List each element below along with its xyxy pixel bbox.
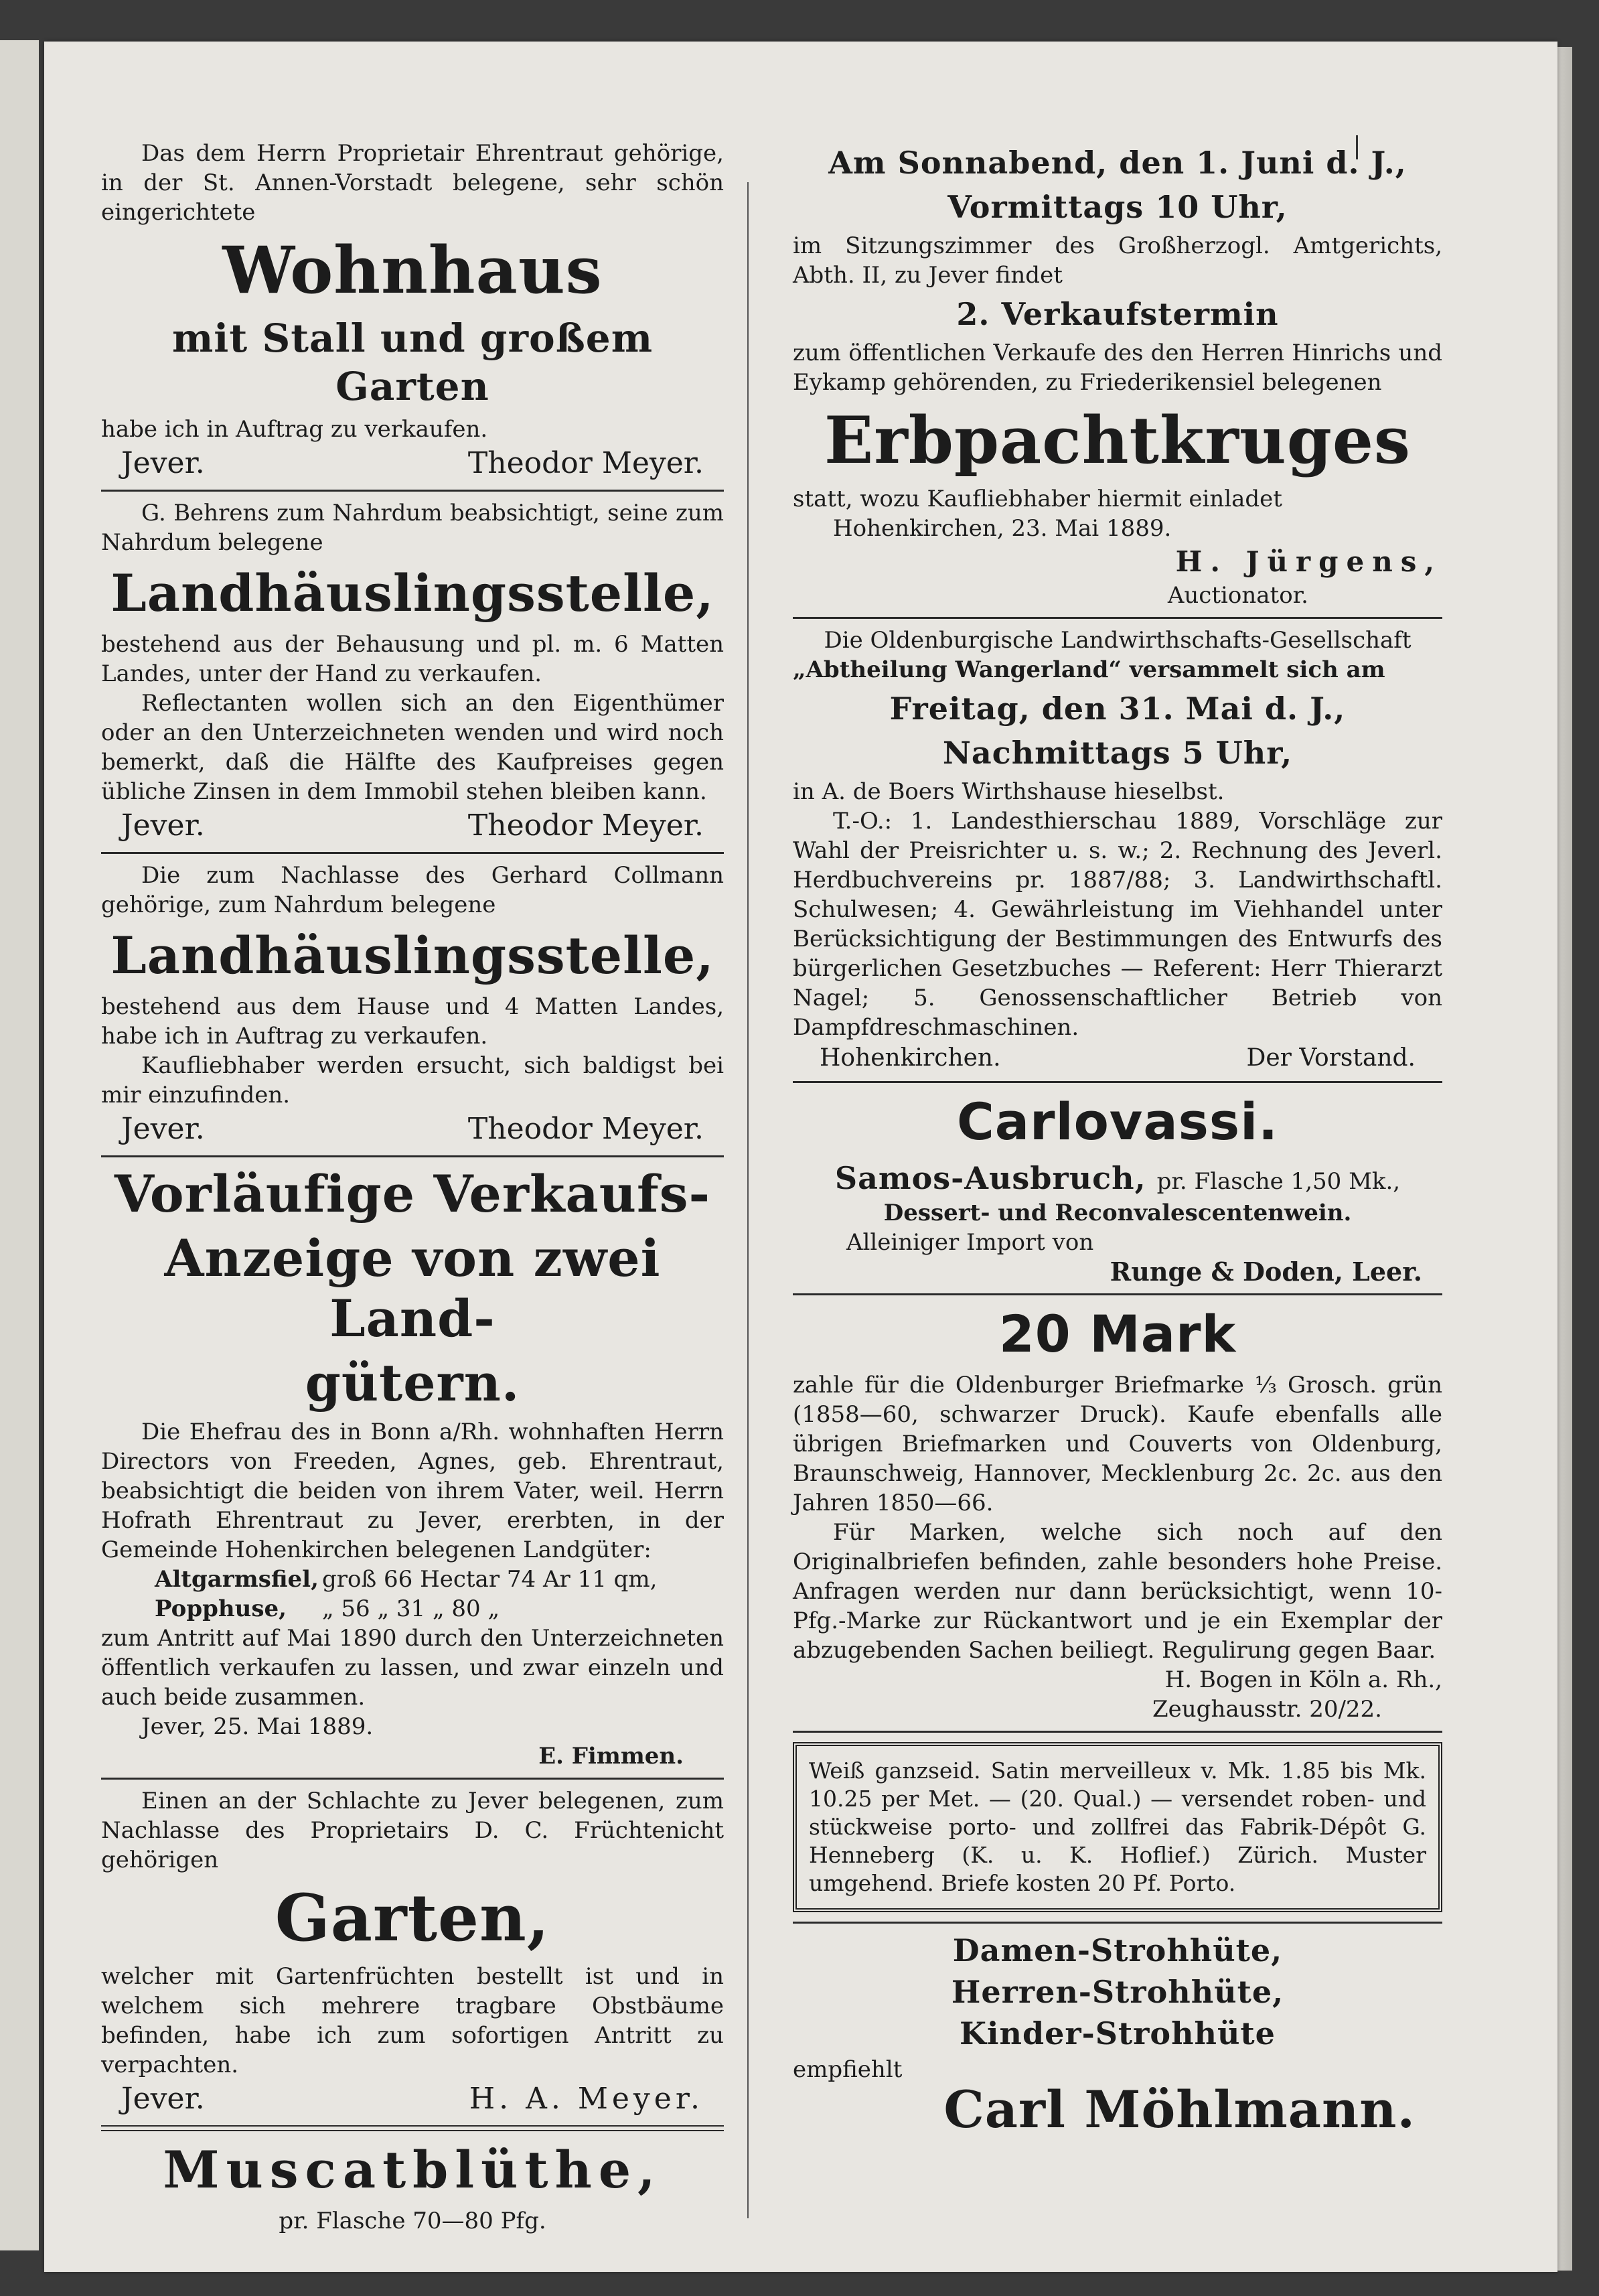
ad-garten <box>101 1786 724 2119</box>
ad-signature <box>793 1042 1442 1074</box>
ad-date: Hohenkirchen, 23. Mai 1889. <box>833 515 1172 542</box>
ad-line-1: Damen-Strohhüte, <box>952 1932 1283 1968</box>
ad-landgueter <box>101 1164 724 1771</box>
ad-separator <box>101 2125 724 2131</box>
ad-place: Hohenkirchen. <box>820 1044 1001 1072</box>
ad-wohnhaus <box>101 139 724 483</box>
right-column <box>793 139 1442 2146</box>
estate-name: Popphuse, <box>155 1595 287 1622</box>
ad-description: Dessert- und Reconvalescentenwein. <box>883 1200 1352 1226</box>
ad-product: Samos-Ausbruch, <box>834 1160 1146 1196</box>
ad-title-line-1: Vorläufige Verkaufs- <box>114 1164 711 1224</box>
ad-time-line: Nachmittags 5 Uhr, <box>942 735 1293 771</box>
ad-briefmarken <box>793 1302 1442 1724</box>
left-column <box>101 139 724 2236</box>
ad-text: Die Ehefrau des in Bonn a/Rh. wohnhaften Herrn Directors von Freeden, Agnes, geb. Ehrentraut, beabsichtigt die beiden von ihrem Vater, weil. Herrn Hofrath Ehrentraut zu Jever, ererbten, in der Gemeinde Hohenkirchen belegenen Landgüter: <box>101 1419 724 1563</box>
ad-place: Jever. <box>121 1112 205 1146</box>
ad-title: Landhäuslingsstelle, <box>110 563 714 623</box>
ad-subtitle: mit Stall und großem Garten <box>171 315 654 409</box>
ad-signer: H. A. Meyer. <box>469 2082 704 2116</box>
ad-title: Muscatblüthe, <box>163 2140 662 2200</box>
ad-text-2: Für Marken, welche sich noch auf den Originalbriefen befinden, zahle besonders hohe Preise. Anfragen werden nur dann berücksichtigt, wenn 10-Pfg.-Marke zur Rückantwort und je ein Exemplar der abzugebenden Sachen beiliegt. Regulirung gegen Baar. <box>793 1519 1442 1664</box>
ad-separator <box>101 852 724 854</box>
ad-price: pr. Flasche 1,50 Mk., <box>1156 1168 1401 1195</box>
ad-muscatbluethe <box>101 2138 724 2236</box>
column-divider <box>747 182 749 2218</box>
ad-term: 2. Verkaufstermin <box>956 296 1279 332</box>
ad-text: Weiß ganzseid. Satin merveilleux v. Mk. 1.85 bis Mk. 10.25 per Met. — (20. Qual.) — versendet roben- und stückweise porto- und zollfrei das Fabrik-Dépôt G. Henneberg (K. u. K. Hoflief.) Zürich. Muster umgehend. Briefe kosten 20 Pf. Porto. <box>809 1757 1426 1896</box>
ad-location: in A. de Boers Wirthshause hieselbst. <box>793 778 1225 805</box>
ad-erbpachtkrug <box>793 143 1442 610</box>
ad-separator <box>793 1293 1442 1295</box>
ad-text: zahle für die Oldenburger Briefmarke ⅓ Grosch. grün (1858—60, schwarzer Druck). Kaufe ebenfalls alle übrigen Briefmarken und Couverts von Oldenburg, Braunschweig, Hannover, Mecklenburg 2c. 2c. aus den Jahren 1850—66. <box>793 1372 1442 1516</box>
ad-society-name: „Abtheilung Wangerland“ versammelt sich am <box>793 656 1385 683</box>
ad-intro: Die zum Nachlasse des Gerhard Collmann gehörige, zum Nahrdum belegene <box>101 862 724 918</box>
ad-henneberg-box <box>793 1742 1442 1912</box>
ad-signer: H. Jürgens, <box>1175 545 1442 578</box>
ad-text: habe ich in Auftrag zu verkaufen. <box>101 416 488 443</box>
newspaper-page <box>44 42 1557 2272</box>
ad-signature <box>101 806 724 845</box>
ad-title: 20 Mark <box>998 1304 1237 1364</box>
ad-separator <box>793 1922 1442 1924</box>
ad-text-2: zum Antritt auf Mai 1890 durch den Unterzeichneten öffentlich verkaufen zu lassen, und zwar einzeln und auch beide zusammen. <box>101 1625 724 1711</box>
ad-text-2: zum öffentlichen Verkaufe des den Herren Hinrichs und Eykamp gehörenden, zu Friederikensiel belegenen <box>793 340 1442 396</box>
ad-intro: Das dem Herrn Proprietair Ehrentraut gehörige, in der St. Annen-Vorstadt belegene, sehr schön eingerichtete <box>101 140 724 226</box>
ad-landhaeuslingsstelle-collmann <box>101 861 724 1149</box>
ad-landwirthschafts-gesellschaft <box>793 626 1442 1074</box>
ad-title: Wohnhaus <box>222 232 603 308</box>
ad-title-line-3: gütern. <box>305 1353 520 1413</box>
ad-date-line: Am Sonnabend, den 1. Juni d. J., <box>828 145 1407 181</box>
ad-intro: Einen an der Schlachte zu Jever belegenen, zum Nachlasse des Proprietairs D. C. Früchtenicht gehörigen <box>101 1788 724 1873</box>
ad-place: Jever. <box>121 2082 205 2116</box>
ad-place: Jever. <box>121 808 205 843</box>
ad-text-2: Kaufliebhaber werden ersucht, sich baldigst bei mir einzufinden. <box>101 1052 724 1108</box>
ad-text-2: Reflectanten wollen sich an den Eigenthümer oder an den Unterzeichneten wenden und wird noch bemerkt, daß die Hälfte des Kaufpreises gegen übliche Zinsen in dem Immobil stehen bleiben kann. <box>101 690 724 805</box>
ad-text: bestehend aus der Behausung und pl. m. 6 Matten Landes, unter der Hand zu verkaufen. <box>101 631 724 687</box>
ad-title: Erbpachtkruges <box>824 403 1411 478</box>
ad-time-line: Vormittags 10 Uhr, <box>947 189 1288 225</box>
ad-role: Auctionator. <box>1167 582 1308 609</box>
ad-text: im Sitzungszimmer des Großherzogl. Amtgerichts, Abth. II, zu Jever findet <box>793 232 1442 289</box>
estate-list <box>101 1565 724 1624</box>
ad-title-line-2: Anzeige von zwei Land- <box>164 1228 661 1348</box>
ad-address: Zeughausstr. 20/22. <box>1152 1696 1382 1723</box>
estate-size: „ 56 „ 31 „ 80 „ <box>322 1595 500 1622</box>
ad-line-3: Kinder-Strohhüte <box>960 2015 1276 2052</box>
ad-separator <box>101 490 724 492</box>
ad-signer: Theodor Meyer. <box>467 808 704 843</box>
ad-firm: Carl Möhlmann. <box>943 2080 1416 2139</box>
ad-title: Landhäuslingsstelle, <box>110 926 714 985</box>
estate-size: groß 66 Hectar 74 Ar 11 qm, <box>322 1566 658 1593</box>
previous-page-edge <box>0 40 39 2250</box>
ad-text-3: statt, wozu Kaufliebhaber hiermit einladet <box>793 486 1282 512</box>
ad-intro: Die Oldenburgische Landwirthschafts-Gesellschaft <box>824 627 1412 654</box>
ad-carlovassi <box>793 1090 1442 1287</box>
ad-title: Carlovassi. <box>956 1092 1279 1151</box>
ad-landhaeuslingsstelle-behrens <box>101 498 724 845</box>
ad-signature <box>101 1110 724 1149</box>
ad-signature <box>101 444 724 483</box>
ad-signer: Der Vorstand. <box>1246 1044 1416 1072</box>
ad-agenda: T.-O.: 1. Landesthierschau 1889, Vorschläge zur Wahl der Preisrichter u. s. w.; 2. Rechnung des Jeverl. Herdbuchvereins pr. 1887/88; 3. Landwirthschaftl. Schulwesen; 4. Gewährleistung im Viehhandel unter Berücksichtigung der Bestimmungen des Entwurfs des bürgerlichen Gesetzbuches — Referent: Herr Thierarzt Nagel; 5. Genossenschaftlicher Betrieb von Dampfdreschmaschinen. <box>793 808 1442 1041</box>
ad-title: Garten, <box>275 1880 550 1956</box>
ad-date-line: Freitag, den 31. Mai d. J., <box>889 691 1346 727</box>
ad-price: pr. Flasche 70—80 Pfg. <box>279 2208 546 2234</box>
ad-date: Jever, 25. Mai 1889. <box>141 1713 374 1740</box>
ad-line-2: Herren-Strohhüte, <box>951 1974 1284 2010</box>
ad-place: Jever. <box>121 446 205 480</box>
ad-separator <box>101 1155 724 1157</box>
ad-text: welcher mit Gartenfrüchten bestellt ist und in welchem sich mehrere tragbare Obstbäume befinden, habe ich zum sofortigen Antritt zu verpachten. <box>101 1963 724 2078</box>
ad-signer: Theodor Meyer. <box>467 1112 704 1146</box>
ad-signer: E. Fimmen. <box>538 1743 684 1770</box>
estate-name: Altgarmsfiel, <box>155 1566 319 1593</box>
ad-separator <box>101 1778 724 1780</box>
ad-firm: Runge & Doden, Leer. <box>1110 1257 1422 1287</box>
ad-intro: G. Behrens zum Nahrdum beabsichtigt, seine zum Nahrdum belegene <box>101 500 724 556</box>
ad-signature <box>101 2080 724 2119</box>
ad-text: bestehend aus dem Hause und 4 Matten Landes, habe ich in Auftrag zu verkaufen. <box>101 993 724 1050</box>
ad-import: Alleiniger Import von <box>846 1229 1094 1256</box>
ad-signer: Theodor Meyer. <box>467 446 704 480</box>
ad-separator <box>793 617 1442 619</box>
ad-separator <box>793 1731 1442 1733</box>
ad-product-line <box>793 1158 1442 1198</box>
ad-recommends: empfiehlt <box>793 2056 903 2083</box>
ad-separator <box>793 1081 1442 1083</box>
ad-signer: H. Bogen in Köln a. Rh., <box>1164 1666 1442 1693</box>
ad-strohhuete <box>793 1930 1442 2142</box>
